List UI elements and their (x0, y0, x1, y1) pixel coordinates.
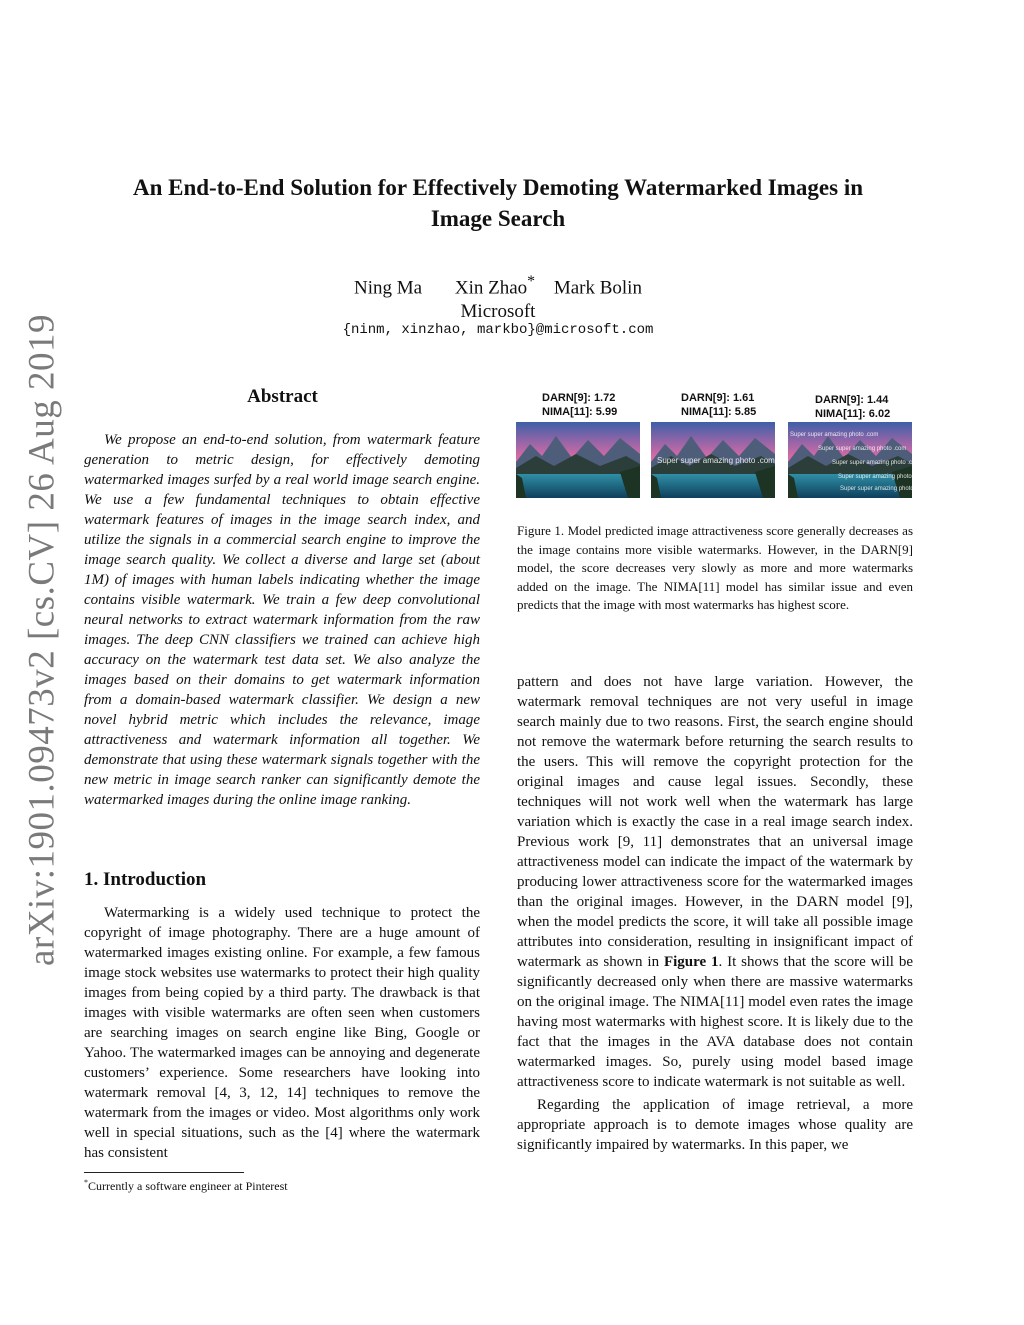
arxiv-identifier: arXiv:1901.09473v2 [cs.CV] 26 Aug 2019 (21, 313, 63, 967)
darn-score: DARN[9]: 1.61 (681, 392, 755, 404)
footnote-mark: * (84, 1178, 88, 1187)
section-heading-introduction: 1. Introduction (84, 869, 207, 890)
right-column-text (517, 672, 913, 1155)
paper-title: An End-to-End Solution for Effectively Demoting Watermarked Images in Image Search (132, 175, 864, 231)
watermark-text: Super super amazing photo .com (818, 446, 907, 452)
nima-score: NIMA[11]: 6.02 (815, 408, 891, 420)
footnote-divider (84, 1172, 244, 1173)
figure-reference: Figure 1 (663, 954, 719, 970)
affiliation: Microsoft (460, 301, 536, 323)
footnote (84, 1178, 288, 1194)
footnote-text: Currently a software engineer at Pinterest (88, 1179, 288, 1193)
author-footnote-mark: * (527, 273, 536, 290)
nima-score: NIMA[11]: 5.99 (542, 406, 618, 418)
paragraph-text: pattern and does not have large variation. However, the watermark removal techniques are not very useful in image search mainly due to two reasons. First, the search engine should not remove the watermark before returning the search results to the users. This will remove the copyright protection for the original images and cause legal issues. Secondly, these techniques will not work well when the watermark has large variation which is exactly the case in a real image search index. Previous work [9, 11] demonstrates that an universal image attractiveness model can indicate the impact of the watermark by producing lower attractiveness score for the watermarked images than the original images. However, in the DARN model [9], when the model predicts the score, it will take all possible image attributes into consideration, resulting in insignificant impact of watermark as shown in (517, 674, 913, 970)
abstract-text: We propose an end-to-end solution, from watermark feature generation to metric design, for effectively demoting watermarked images surfed by a real world image search engine. We use a few fundamental techniques to obtain effective watermark features of images in the image search index, and utilize the signals in a commercial search engine to improve the image search quality. We collect a diverse and large set (about 1M) of images with human labels indicating whether the image contains visible watermark. We train a few deep convolutional neural networks to extract watermark information from the raw images. The deep CNN classifiers we trained can achieve high accuracy on the watermark test data set. We also analyze the images based on their domains to get watermark information from a domain-based watermark classifier. We design a new novel hybrid metric which includes the relevance, image attractiveness and watermark information all together. We demonstrate that using these watermark signals together with the new metric in image search ranker can significantly demote the watermarked images during the online image ranking. (84, 432, 480, 808)
author-block (200, 270, 796, 324)
nima-score: NIMA[11]: 5.85 (681, 406, 757, 418)
author-name: Xin Zhao (454, 277, 528, 299)
introduction-text: Watermarking is a widely used technique to protect the copyright of image photography. There are a huge amount of watermarked images existing online. For example, a few famous image stock websites use watermarks to protect their high quality images from being copied by a third party. The drawback is that images with visible watermarks are often seen when customers are searching images on search engine like Bing, Google or Yahoo. The watermarked images can be annoying and degenerate customers’ experience. Some researchers have looking into watermark removal [4, 3, 12, 14] techniques to remove the watermark from the images or video. Most algorithms only work well in special situations, such as the [4] where the watermark has consistent (84, 905, 480, 1161)
lake-landscape-image (516, 422, 640, 498)
watermark-text: Super super amazing photo .com (657, 456, 775, 465)
paragraph: Regarding the application of image retrieval, a more appropriate approach is to demote images whose quality are significantly impaired by watermarks. In this paper, we (517, 1097, 913, 1153)
author-emails: {ninm, xinzhao, markbo}@microsoft.com (342, 322, 654, 338)
figure-caption: Figure 1. Model predicted image attractiveness score generally decreases as the image contains more visible watermarks. However, in the DARN[9] model, the score decreases very slowly as more and more watermarks added on the image. The NIMA[11] model has similar issue and even predicts that the image with most watermarks has highest score. (517, 523, 913, 612)
figure-panel-2-scores (681, 391, 756, 419)
figure-panel-1-scores (542, 391, 617, 419)
figure-photo-one-watermark (651, 422, 775, 498)
darn-score: DARN[9]: 1.44 (815, 394, 889, 406)
author-name: Mark Bolin (553, 277, 642, 299)
figure-photo-original (516, 422, 640, 498)
watermark-text: Super super amazing photo .com (790, 432, 879, 438)
watermark-text: Super super amazing photo .com (840, 486, 929, 492)
figure-photo-many-watermarks (788, 422, 929, 498)
figure-panel-3-scores (815, 393, 890, 421)
paragraph-text: . It shows that the score will be significantly decreased only when there are massive watermarks on the original image. The NIMA[11] model even rates the image having most watermarks with highest score. It is likely due to the fact that the images in the AVA database does not contain watermarked images. So, purely using model based image attractiveness score to indicate watermark is not suitable as well. (517, 954, 913, 1090)
abstract-heading: Abstract (247, 386, 318, 407)
watermark-text: Super super amazing photo .com (832, 460, 921, 466)
paragraph (517, 672, 913, 1092)
watermark-text: Super super amazing photo .com (838, 474, 927, 480)
darn-score: DARN[9]: 1.72 (542, 392, 616, 404)
author-name: Ning Ma (354, 277, 423, 299)
